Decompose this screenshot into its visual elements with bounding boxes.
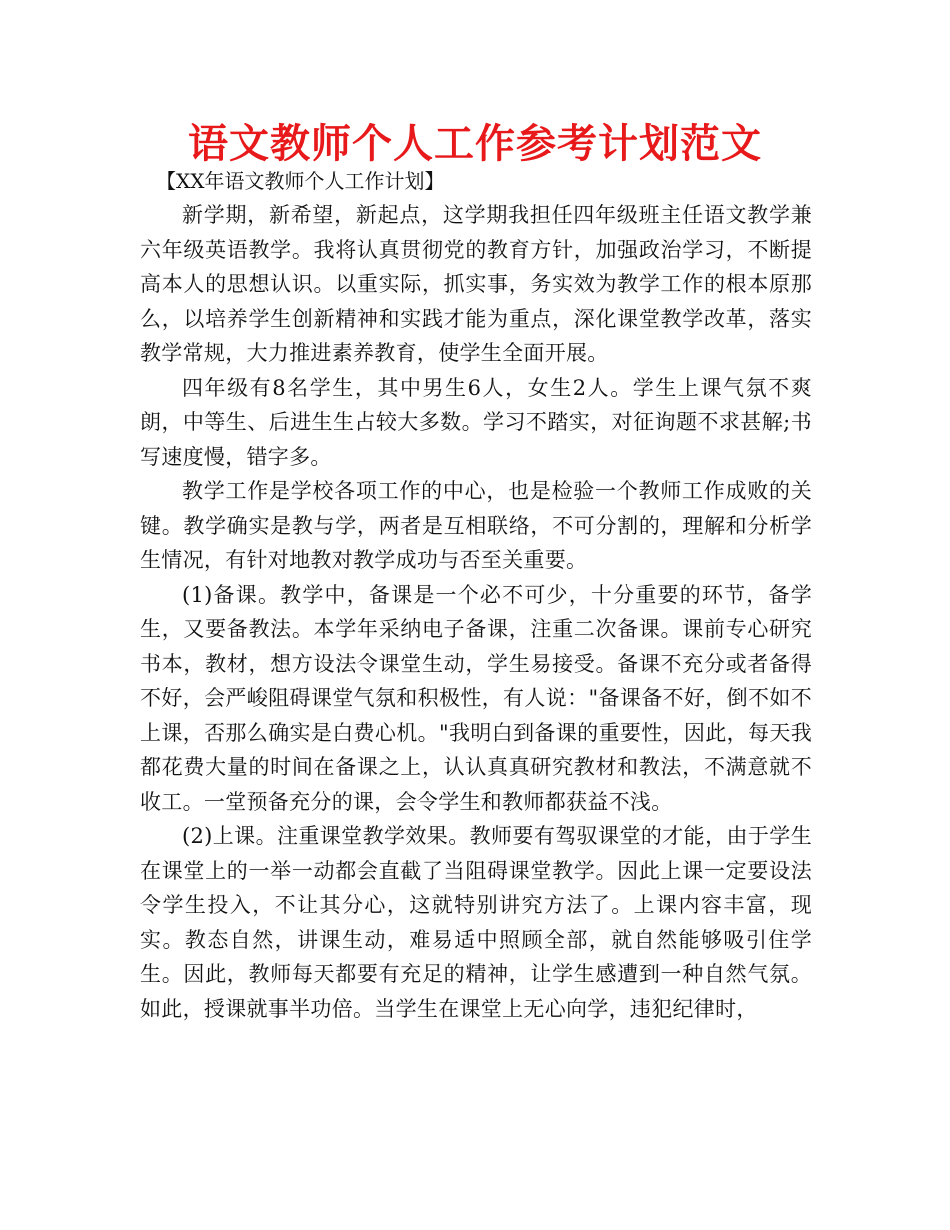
paragraph-class: (2)上课。注重课堂教学效果。教师要有驾驭课堂的才能，由于学生在课堂上的一举一动都会直截了当阻碍课堂教学。因此上课一定要设法令学生投入，不让其分心，这就特别讲究方法了。上课内容丰富，现实。教态自然，讲课生动，难易适中照顾全部，就自然能够吸引住学生。因此，教师每天都要有充足的精神，让学生感遭到一种自然气氛。如此，授课就事半功倍。当学生在课堂上无心向学，违犯纪律时， (140, 824, 812, 1021)
paragraph-intro: 新学期，新希望，新起点，这学期我担任四年级班主任语文教学兼六年级英语教学。我将认真贯彻党的教育方针，加强政治学习，不断提高本人的思想认识。以重实际，抓实事，务实效为教学工作的根本原那么，以培养学生创新精神和实践才能为重点，深化课堂教学改革，落实教学常规，大力推进素养教育，使学生全面开展。 (140, 203, 812, 365)
paragraph-teaching: 教学工作是学校各项工作的中心，也是检验一个教师工作成败的关键。教学确实是教与学，两者是互相联络，不可分割的，理解和分析学生情况，有针对地教对教学成功与否至关重要。 (140, 479, 812, 572)
document-body (140, 168, 812, 1026)
document-title: 语文教师个人工作参考计划范文 (188, 121, 762, 167)
paragraph-lesson-prep: (1)备课。教学中，备课是一个必不可少，十分重要的环节，备学生，又要备教法。本学年采纳电子备课，注重二次备课。课前专心研究书本，教材，想方设法令课堂生动，学生易接受。备课不充分或者备得不好，会严峻阻碍课堂气氛和积极性，有人说："备课备不好，倒不如不上课，否那么确实是白费心机。"我明白到备课的重要性，因此，每天我都花费大量的时间在备课之上，认认真真研究教材和教法，不满意就不收工。一堂预备充分的课，会令学生和教师都获益不浅。 (140, 582, 812, 814)
paragraph-students: 四年级有8名学生，其中男生6人，女生2人。学生上课气氛不爽朗，中等生、后进生生占较大多数。学习不踏实，对征询题不求甚解;书写速度慢，错字多。 (140, 375, 812, 469)
document-subtitle: 【XX年语文教师个人工作计划】 (156, 169, 445, 193)
